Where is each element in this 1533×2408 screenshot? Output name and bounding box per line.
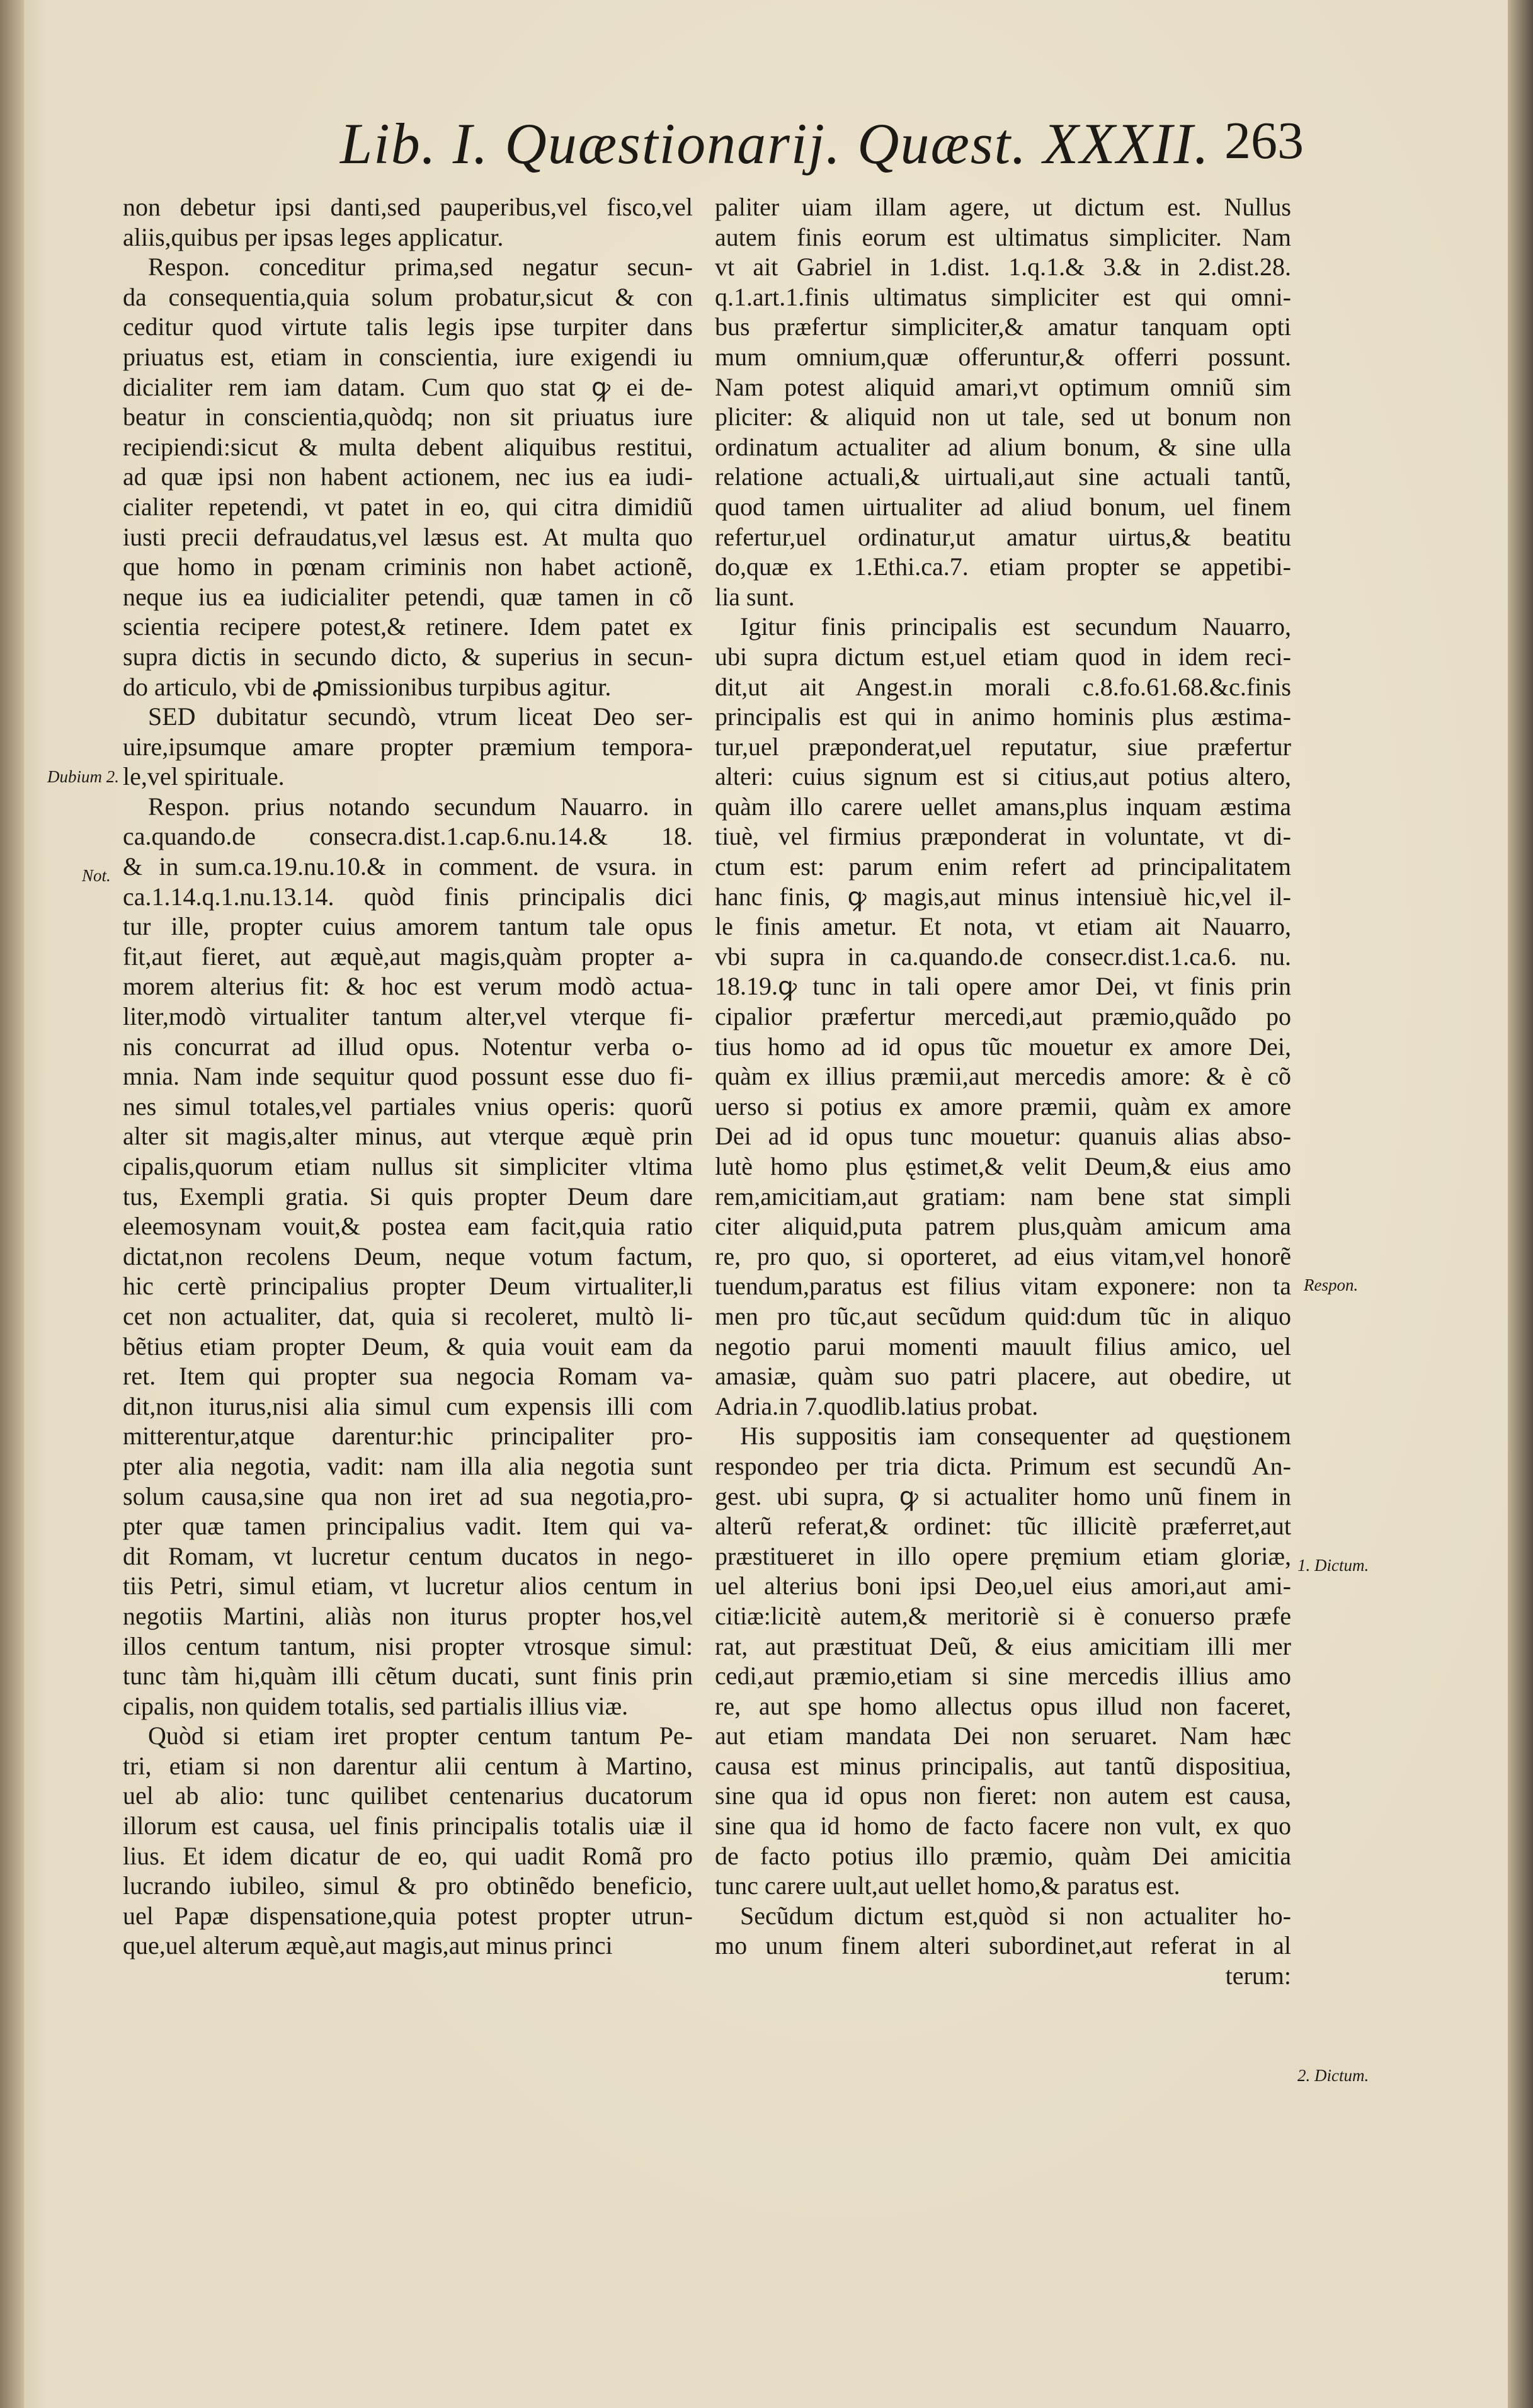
text-line: Igitur finis principalis est secundum Nauarro, [740,612,1291,641]
text-line: mum omnium,quæ offeruntur,& offerri possunt. [715,342,1291,371]
text-line: iusti precii defraudatus,vel læsus est. At multa quo [123,522,693,551]
text-line: aliis,quibus per ipsas leges applicatur. [123,222,504,251]
text-line: cedi,aut præmio,etiam si sine mercedis illius amo [715,1662,1291,1691]
text-line: bus præfertur simpliciter,& amatur tanquam opti [715,312,1291,341]
text-line: amasiæ, quàm suo patri placere, aut obedire, ut [715,1362,1291,1391]
page-edge-shadow [1508,0,1533,2408]
text-line: cipalior præfertur mercedi,aut præmio,quãdo po [715,1002,1291,1031]
text-line: gest. ubi supra, ꝙ si actualiter homo unũ finem in [715,1481,1291,1510]
text-line: que homo in pœnam criminis non habet actionẽ, [123,552,693,581]
text-line: tunc carere uult,aut uellet homo,& paratus est. [715,1871,1180,1900]
text-line: quàm illo carere uellet amans,plus inquam æstima [715,792,1291,821]
text-line: uire,ipsumque amare propter præmium tempora- [123,732,693,761]
text-line: de facto potius illo præmio, quàm Dei amicitia [715,1841,1291,1870]
text-line: Nam potest aliquid amari,vt optimum omniũ sim [715,372,1291,401]
text-line: vbi supra in ca.quando.de consecr.dist.1.ca.6. nu. [715,942,1291,971]
text-line: uerso si potius ex amore præmii, quàm ex amore [715,1092,1291,1121]
text-line: tunc tàm hi,quàm illi cẽtum ducati, sunt finis prin [123,1662,693,1691]
text-line: principalis est qui in animo hominis plus æstima- [715,702,1291,731]
running-title: Lib. I. Quæstionarij. Quæst. XXXII. [340,111,1211,176]
text-line: & in sum.ca.19.nu.10.& in comment. de vsura. in [123,852,693,881]
text-line: solum causa,sine qua non iret ad sua negotia,pro- [123,1481,693,1510]
text-line: dictat,non recolens Deum, neque votum factum, [123,1241,693,1270]
text-line: lius. Et idem dicatur de eo, qui uadit Romã pro [123,1841,693,1870]
text-line: vt ait Gabriel in 1.dist. 1.q.1.& 3.& in 2.dist.28. [715,253,1291,282]
text-line: neque ius ea iudicialiter petendi, quæ tamen in cõ [123,582,693,611]
text-line: quod tamen uirtualiter ad aliud bonum, uel finem [715,492,1291,521]
text-line: Adria.in 7.quodlib.latius probat. [715,1391,1039,1420]
text-line: sine qua id opus non fieret: non autem est causa, [715,1781,1291,1810]
text-line: ctum est: parum enim refert ad principalitatem [715,852,1291,881]
text-line: pliciter: & aliquid non ut tale, sed ut bonum non [715,402,1291,431]
text-line: præstitueret in illo opere pręmium etiam gloriæ, [715,1541,1291,1570]
text-line: uel alterius boni ipsi Deo,uel eius amori,aut ami- [715,1572,1291,1601]
text-line: Dei ad id opus tunc mouetur: quanuis alias abso- [715,1122,1291,1151]
text-line: tus, Exempli gratia. Si quis propter Deum dare [123,1182,693,1211]
text-line: uel ab alio: tunc quilibet centenarius ducatorum [123,1781,693,1810]
text-line: alteri: cuius signum est si citius,aut potius altero, [715,762,1291,791]
text-line: tur,uel præponderat,uel reputatur, siue præfertur [715,732,1291,761]
text-line: tur ille, propter cuius amorem tantum tale opus [123,912,693,941]
text-line: illorum est causa, uel finis principalis totalis uiæ il [123,1812,693,1840]
text-line: morem alterius fit: & hoc est verum modò actua- [123,972,693,1001]
text-line: ceditur quod virtute talis legis ipse turpiter dans [123,312,693,341]
margin-note-not: Not. [82,866,111,885]
text-line: rem,amicitiam,aut gratiam: nam bene stat simpli [715,1182,1291,1211]
text-line: pter quæ tamen principalius vadit. Item qui va- [123,1512,693,1541]
text-line: alter sit magis,alter minus, aut vterque æquè prin [123,1122,693,1151]
text-line: uel Papæ dispensatione,quia potest propter utrun- [123,1901,693,1930]
text-line: Respon. prius notando secundum Nauarro. in [148,792,693,821]
text-line: paliter uiam illam agere, ut dictum est. Nullus [715,193,1291,221]
text-line: autem finis eorum est ultimatus simpliciter. Nam [715,222,1291,251]
text-line: terum: [1225,1961,1291,1990]
text-line: ca.1.14.q.1.nu.13.14. quòd finis principalis dici [123,882,693,911]
text-line: lutè homo plus ęstimet,& velit Deum,& eius amo [715,1152,1291,1180]
text-line: hanc finis, ꝙ magis,aut minus intensiuè hic,vel il- [715,882,1291,911]
text-line: alterũ referat,& ordinet: tũc illicitè præferret,aut [715,1512,1291,1541]
text-line: do articulo, vbi de ꝓmissionibus turpibus agitur. [123,672,612,701]
margin-note-dubium: Dubium 2. [47,767,119,786]
text-line: beatur in conscientia,quòdq; non sit priuatus iure [123,402,693,431]
text-line: sine qua id homo de facto facere non vult, ex quo [715,1812,1291,1840]
margin-note-respon: Respon. [1304,1275,1359,1294]
text-line: cialiter repetendi, vt patet in eo, qui citra dimidiũ [123,492,693,521]
text-line: q.1.art.1.finis ultimatus simpliciter est qui omni- [715,282,1291,311]
text-line: que,uel alterum æquè,aut magis,aut minus princi [123,1931,613,1960]
text-line: relatione actuali,& uirtuali,aut sine actuali tantũ, [715,462,1291,491]
text-line: dicialiter rem iam datam. Cum quo stat ꝙ ei de- [123,372,693,401]
text-line: re, pro quo, si oporteret, ad eius vitam,vel honorẽ [715,1241,1291,1270]
text-line: tius homo ad id opus tũc mouetur ex amore Dei, [715,1032,1291,1061]
text-line: ret. Item qui propter sua negocia Romam va- [123,1362,693,1391]
text-line: cet non actualiter, dat, quia si recoleret, multò li- [123,1301,693,1330]
text-line: illos centum tantum, nisi propter vtrosque simul: [123,1631,693,1660]
text-line: recipiendi:sicut & multa debent aliquibus restitui, [123,432,693,461]
text-line: 18.19.ꝙ tunc in tali opere amor Dei, vt finis prin [715,972,1291,1001]
text-line: ad quæ ipsi non habent actionem, nec ius ea iudi- [123,462,693,491]
text-line: nis concurrat ad illud opus. Notentur verba o- [123,1032,693,1061]
text-line: respondeo per tria dicta. Primum est secundũ An- [715,1451,1291,1480]
text-line: tri, etiam si non darentur alii centum à Martino, [123,1751,693,1780]
text-line: SED dubitatur secundò, vtrum liceat Deo ser- [148,702,693,731]
margin-note-dictum-1: 1. Dictum. [1297,1556,1369,1575]
text-line: pter alia negotia, vadit: nam illa alia negotia sunt [123,1451,693,1480]
text-line: ordinatum actualiter ad alium bonum, & sine ulla [715,432,1291,461]
text-line: rat, aut præstituat Deũ, & eius amicitiam illi mer [715,1631,1291,1660]
page-number: 263 [1224,111,1304,170]
text-line: Respon. conceditur prima,sed negatur secun- [148,253,693,282]
text-line: priuatus est, etiam in conscientia, iure exigendi iu [123,342,693,371]
text-line: Secũdum dictum est,quòd si non actualiter ho- [740,1901,1291,1930]
text-line: dit,ut ait Angest.in morali c.8.fo.61.68.&c.finis [715,672,1291,701]
text-line: supra dictis in secundo dicto, & superius in secun- [123,642,693,671]
text-line: do,quæ ex 1.Ethi.ca.7. etiam propter se appetibi- [715,552,1291,581]
text-line: re, aut spe homo allectus opus illud non faceret, [715,1691,1291,1720]
text-line: liter,modò virtualiter tantum alter,vel vterque fi- [123,1002,693,1031]
text-line: refertur,uel ordinatur,ut amatur uirtus,& beatitu [715,522,1291,551]
text-line: negotio parui momenti mauult filius amico, uel [715,1332,1291,1361]
text-line: non debetur ipsi danti,sed pauperibus,vel fisco,vel [123,193,693,221]
text-line: men pro tũc,aut secũdum quid:dum tũc in aliquo [715,1301,1291,1330]
text-line: negotiis Martini, aliàs non iturus propter hos,vel [123,1601,693,1630]
text-line: nes simul totales,vel partiales vnius operis: quorũ [123,1092,693,1121]
text-line: aut etiam mandata Dei non seruaret. Nam hæc [715,1721,1291,1750]
text-line: mo unum finem alteri subordinet,aut referat in al [715,1931,1291,1960]
text-line: tiis Petri, simul etiam, vt lucretur alios centum in [123,1572,693,1601]
text-line: lucrando iubileo, simul & pro obtinẽdo beneficio, [123,1871,693,1900]
running-header [340,110,1373,180]
text-line: His suppositis iam consequenter ad quęstionem [740,1422,1291,1451]
text-line: mitterentur,atque darentur:hic principaliter pro- [123,1422,693,1451]
text-line: da consequentia,quia solum probatur,sicut & con [123,282,693,311]
text-line: cipalis,quorum etiam nullus sit simpliciter vltima [123,1152,693,1180]
text-line: fit,aut fieret, aut æquè,aut magis,quàm propter a- [123,942,693,971]
text-line: ca.quando.de consecra.dist.1.cap.6.nu.14.& 18. [123,822,693,851]
text-line: tiuè, vel firmius præponderat in voluntate, vt di- [715,822,1291,851]
text-line: quàm ex illius præmii,aut mercedis amore: & è cõ [715,1062,1291,1091]
text-line: cipalis, non quidem totalis, sed partialis illius viæ. [123,1691,629,1720]
text-line: hic certè principalius propter Deum virtualiter,li [123,1272,693,1301]
left-column [123,192,693,1961]
text-line: scientia recipere potest,& retinere. Idem patet ex [123,612,693,641]
book-gutter [0,0,24,2408]
text-line: dit,non iturus,nisi alia simul cum expensis illi com [123,1391,693,1420]
text-line: dit Romam, vt lucretur centum ducatos in nego- [123,1541,693,1570]
text-line: citiæ:licitè autem,& meritoriè si è conuerso præfe [715,1601,1291,1630]
text-line: citer aliquid,puta patrem plus,quàm amicum ama [715,1212,1291,1241]
text-line: eleemosynam vouit,& postea eam facit,quia ratio [123,1212,693,1241]
text-line: le finis ametur. Et nota, vt etiam ait Nauarro, [715,912,1291,941]
text-line: ubi supra dictum est,uel etiam quod in idem reci- [715,642,1291,671]
text-line: lia sunt. [715,582,795,611]
text-line: causa est minus principalis, aut tantũ dispositiua, [715,1751,1291,1780]
right-column [715,192,1291,1991]
text-line: tuendum,paratus est filius vitam exponere: non ta [715,1272,1291,1301]
text-line: bẽtius etiam propter Deum, & quia vouit eam da [123,1332,693,1361]
margin-note-dictum-2: 2. Dictum. [1297,2066,1369,2085]
text-line: mnia. Nam inde sequitur quod possunt esse duo fi- [123,1062,693,1091]
text-line: Quòd si etiam iret propter centum tantum Pe- [148,1721,693,1750]
text-line: le,vel spirituale. [123,762,285,791]
